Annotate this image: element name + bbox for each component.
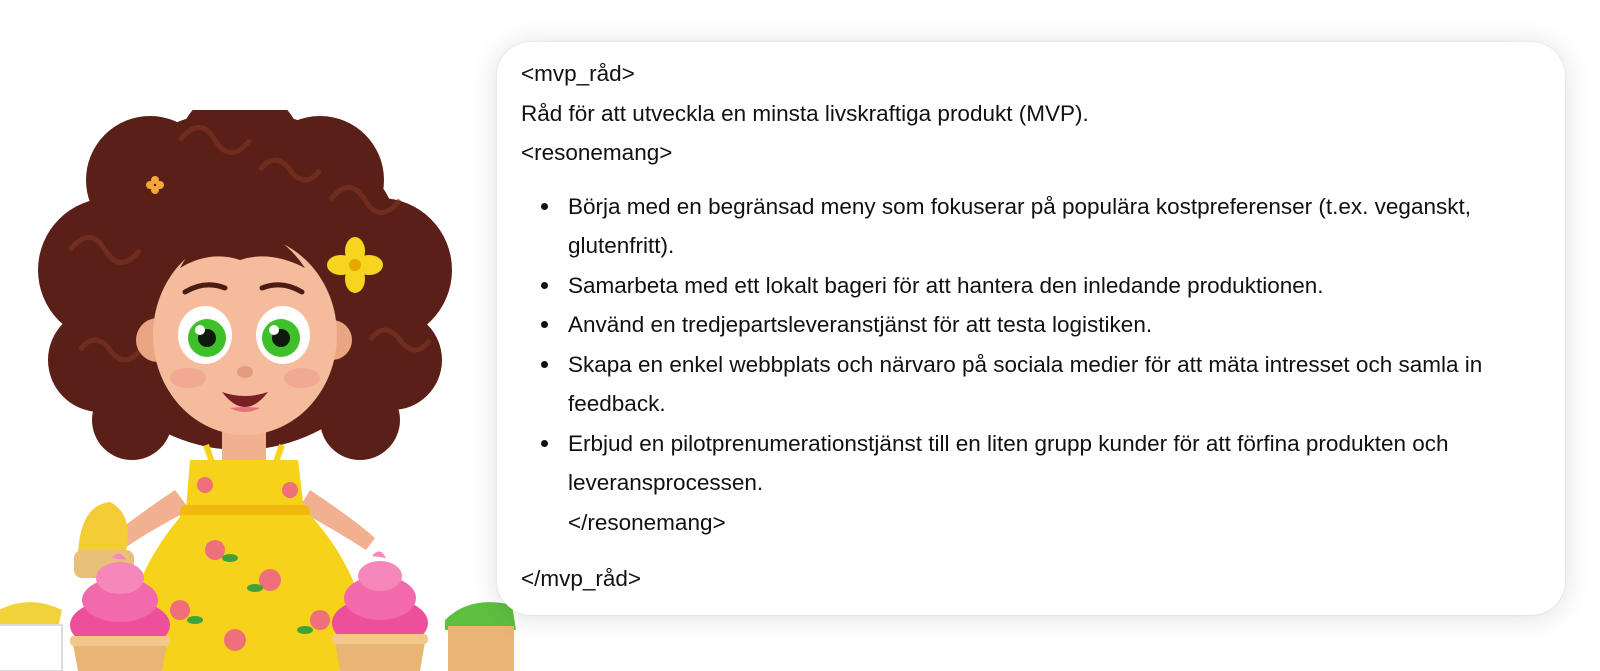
list-item: Skapa en enkel webbplats och närvaro på sociala medier för att mäta intresset och samla in feedback. [568, 345, 1537, 424]
cupcake-icon [445, 602, 516, 671]
list-item: Samarbeta med ett lokalt bageri för att hantera den inledande produktionen. [568, 266, 1537, 306]
reasoning-close-tag: </resonemang> [568, 509, 726, 535]
cupcake-icon [0, 602, 62, 671]
mvp-intro-text: Råd för att utveckla en minsta livskraftiga produkt (MVP). [521, 100, 1089, 126]
list-item: Erbjud en pilotprenumerationstjänst till en liten grupp kunder för att förfina produkten och leveransprocessen. [568, 424, 1537, 503]
list-item: Använd en tredjepartsleveranstjänst för att testa logistiken. [568, 305, 1537, 345]
reasoning-list [521, 187, 1537, 503]
mvp-close-tag: </mvp_råd> [521, 566, 642, 591]
cartoon-girl-with-cupcakes-illustration [0, 110, 540, 671]
mvp-open-tag: <mvp_råd> [521, 61, 635, 86]
reasoning-open-tag: <resonemang> [521, 140, 673, 165]
list-item: Börja med en begränsad meny som fokuserar på populära kostpreferenser (t.ex. veganskt, glutenfritt). [568, 187, 1537, 266]
mvp-advice-card [497, 42, 1565, 615]
